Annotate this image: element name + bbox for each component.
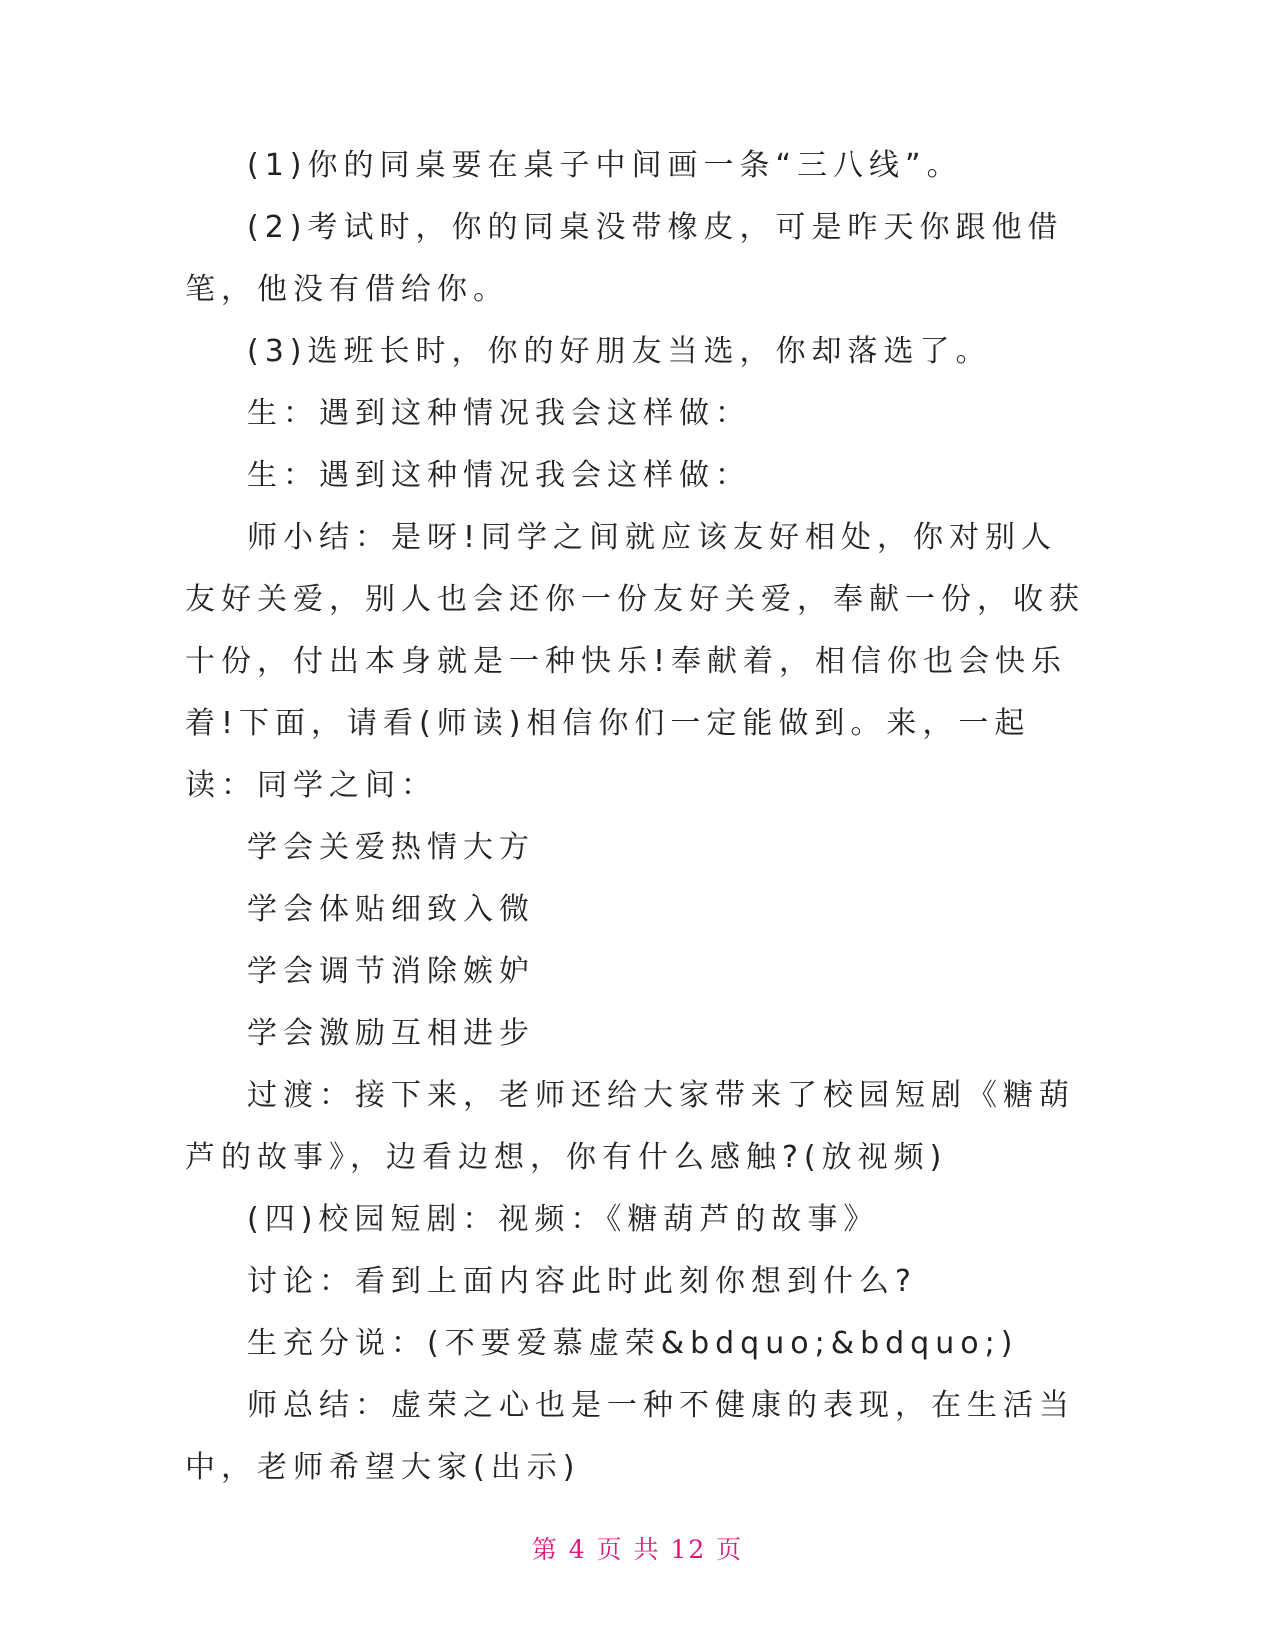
page-footer xyxy=(0,1530,1275,1566)
footer-total-pages: 12 xyxy=(670,1535,707,1564)
paragraph: (2)考试时，你的同桌没带橡皮，可是昨天你跟他借笔，他没有借给你。 xyxy=(185,210,1064,307)
paragraph: 生：遇到这种情况我会这样做： xyxy=(247,458,751,493)
paragraph: (四)校园短剧：视频：《糖葫芦的故事》 xyxy=(247,1202,880,1237)
paragraph: 学会调节消除嫉妒 xyxy=(247,954,535,989)
paragraph: 讨论：看到上面内容此时此刻你想到什么? xyxy=(247,1264,917,1299)
paragraph: 生充分说：(不要爱慕虚荣&bdquo;&bdquo;) xyxy=(247,1326,1019,1361)
footer-suffix: 页 xyxy=(716,1535,744,1564)
footer-middle: 页 共 xyxy=(596,1535,661,1564)
document-body xyxy=(185,135,1085,1499)
paragraph: 学会关爱热情大方 xyxy=(247,830,535,865)
paragraph: 学会激励互相进步 xyxy=(247,1016,535,1051)
paragraph: (3)选班长时，你的好朋友当选，你却落选了。 xyxy=(247,334,992,369)
paragraph: (1)你的同桌要在桌子中间画一条“三八线”。 xyxy=(247,148,963,183)
paragraph: 师小结：是呀!同学之间就应该友好相处，你对别人友好关爱，别人也会还你一份友好关爱，奉献一份，收获十份，付出本身就是一种快乐!奉献着，相信你也会快乐着!下面，请看(师读)相信你们一定能做到。来，一起读：同学之间： xyxy=(185,520,1085,803)
footer-prefix: 第 xyxy=(531,1535,559,1564)
footer-page-number: 4 xyxy=(568,1535,587,1564)
paragraph: 师总结：虚荣之心也是一种不健康的表现，在生活当中，老师希望大家(出示) xyxy=(185,1388,1075,1485)
paragraph: 学会体贴细致入微 xyxy=(247,892,535,927)
paragraph: 生：遇到这种情况我会这样做： xyxy=(247,396,751,431)
paragraph: 过渡：接下来，老师还给大家带来了校园短剧《糖葫芦的故事》，边看边想，你有什么感触?(放视频) xyxy=(185,1078,1075,1175)
